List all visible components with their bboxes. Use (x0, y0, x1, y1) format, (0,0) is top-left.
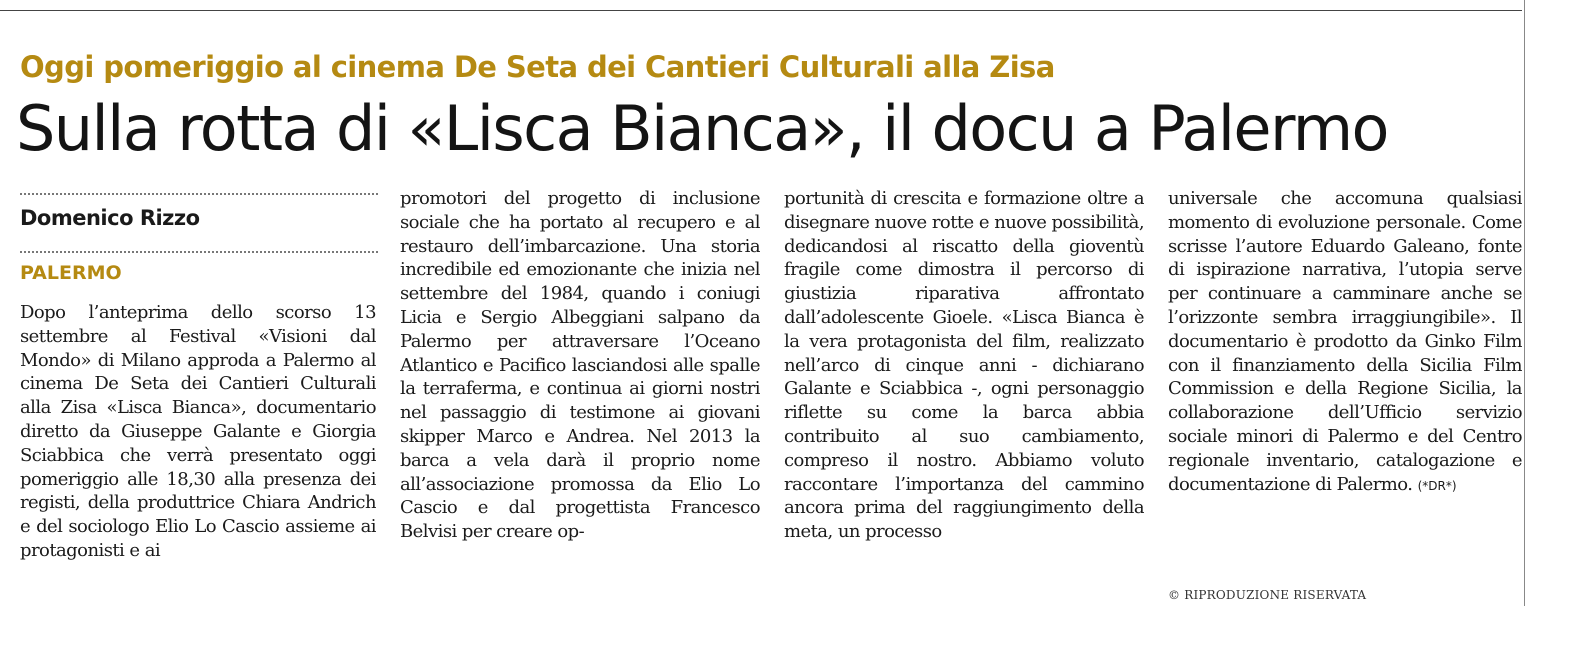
article-column-4 (1168, 187, 1522, 582)
byline-divider-bottom (20, 251, 378, 253)
copyright-notice: © RIPRODUZIONE RISERVATA (1168, 588, 1367, 602)
article-byline: Domenico Rizzo (20, 206, 200, 230)
article-headline: Sulla rotta di «Lisca Bianca», il docu a Palermo (16, 92, 1388, 165)
article-column-1: Dopo l’anteprima dello scorso 13 settembre al Festival «Visioni dal Mondo» di Milano approda a Palermo al cinema De Seta dei Cantieri Culturali alla Zisa «Lisca Bianca», documentario diretto da Giuseppe Galante e Giorgia Sciabbica che verrà presentato oggi pomeriggio alle 18,30 alla presenza dei registi, della produttrice Chiara Andrich e del sociologo Elio Lo Cascio assieme ai protagonisti e ai (20, 302, 376, 561)
article-column-3: portunità di crescita e formazione oltre a disegnare nuove rotte e nuove possibilità, dedicandosi al riscatto della gioventù fragile come dimostra il percorso di giustizia riparativa affrontato dall’adolescente Gioele. «Lisca Bianca è la vera protagonista del film, realizzato nell’arco di cinque anni - dichiarano Galante e Sciabbica -, ogni personaggio riflette su come la barca abbia contribuito al suo cambiamento, compreso il nostro. Abbiamo voluto raccontare l’importanza del cammino ancora prima del raggiungimento della meta, un processo (784, 188, 1144, 543)
top-rule (0, 10, 1522, 11)
right-column-rule (1524, 0, 1525, 606)
author-signature: (*DR*) (1417, 478, 1457, 493)
article-column-2: promotori del progetto di inclusione sociale che ha portato al recupero e al restauro dell’imbarcazione. Una storia incredibile ed emozionante che inizia nel settembre del 1984, quando i coniugi Licia e Sergio Albeggiani salpano da Palermo per attraversare l’Oceano Atlantico e Pacifico lasciandosi alle spalle la terraferma, e continua ai giorni nostri nel passaggio di testimone ai giovani skipper Marco e Andrea. Nel 2013 la barca a vela darà il proprio nome all’associazione promossa da Elio Lo Cascio e dal progettista Francesco Belvisi per creare op- (400, 188, 760, 543)
article-dateline: PALERMO (20, 262, 122, 284)
article-column-4-text: universale che accomuna qualsiasi momento di evoluzione personale. Come scrisse l’autore Eduardo Galeano, fonte di ispirazione narrativa, l’utopia serve per continuare a camminare anche se l’orizzonte sembra irraggiungibile». Il documentario è prodotto da Ginko Film con il finanziamento della Sicilia Film Commission e della Regione Sicilia, la collaborazione dell’Ufficio servizio sociale minori di Palermo e del Centro regionale inventario, catalogazione e documentazione di Palermo. (1168, 188, 1522, 495)
byline-divider-top (20, 193, 378, 195)
article-kicker: Oggi pomeriggio al cinema De Seta dei Cantieri Culturali alla Zisa (20, 50, 1055, 84)
